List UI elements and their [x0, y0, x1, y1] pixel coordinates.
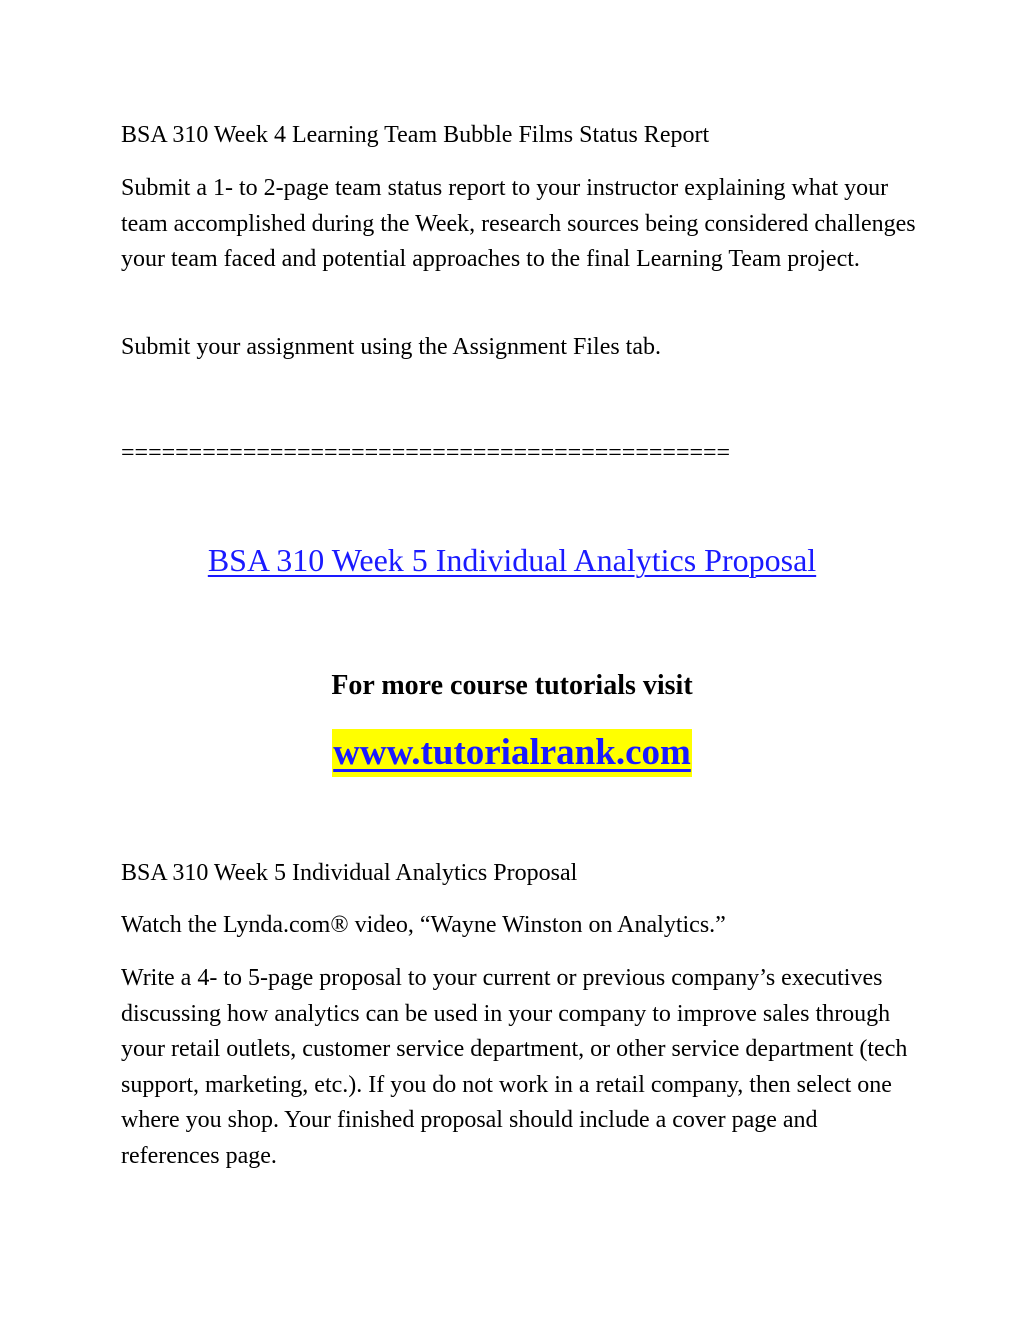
section2-title: BSA 310 Week 5 Individual Analytics Proposal	[121, 860, 578, 886]
promo-link-container	[0, 729, 1024, 777]
week5-link-heading	[0, 539, 1024, 581]
section1-paragraph-1: Submit a 1- to 2-page team status report to your instructor explaining what your team accomplished during the Week, research sources being considered challenges your team faced and potential approaches to the final Learning Team project.	[121, 175, 916, 272]
tutorialrank-link[interactable]: www.tutorialrank.com	[332, 729, 692, 777]
section2-paragraph-1: Watch the Lynda.com® video, “Wayne Winston on Analytics.”	[121, 912, 726, 938]
separator-line: =============================================	[121, 440, 731, 466]
week5-proposal-link[interactable]: BSA 310 Week 5 Individual Analytics Proposal	[207, 542, 817, 578]
section1-paragraph-2: Submit your assignment using the Assignment Files tab.	[121, 334, 661, 360]
promo-text: For more course tutorials visit	[331, 670, 693, 701]
section2-paragraph-2: Write a 4- to 5-page proposal to your current or previous company’s executives discussing how analytics can be used in your company to improve sales through your retail outlets, customer service department, or other service department (tech support, marketing, etc.). If you do not work in a retail company, then select one where you shop. Your finished proposal should include a cover page and references page.	[121, 965, 908, 1169]
section1-title: BSA 310 Week 4 Learning Team Bubble Films Status Report	[121, 122, 710, 148]
